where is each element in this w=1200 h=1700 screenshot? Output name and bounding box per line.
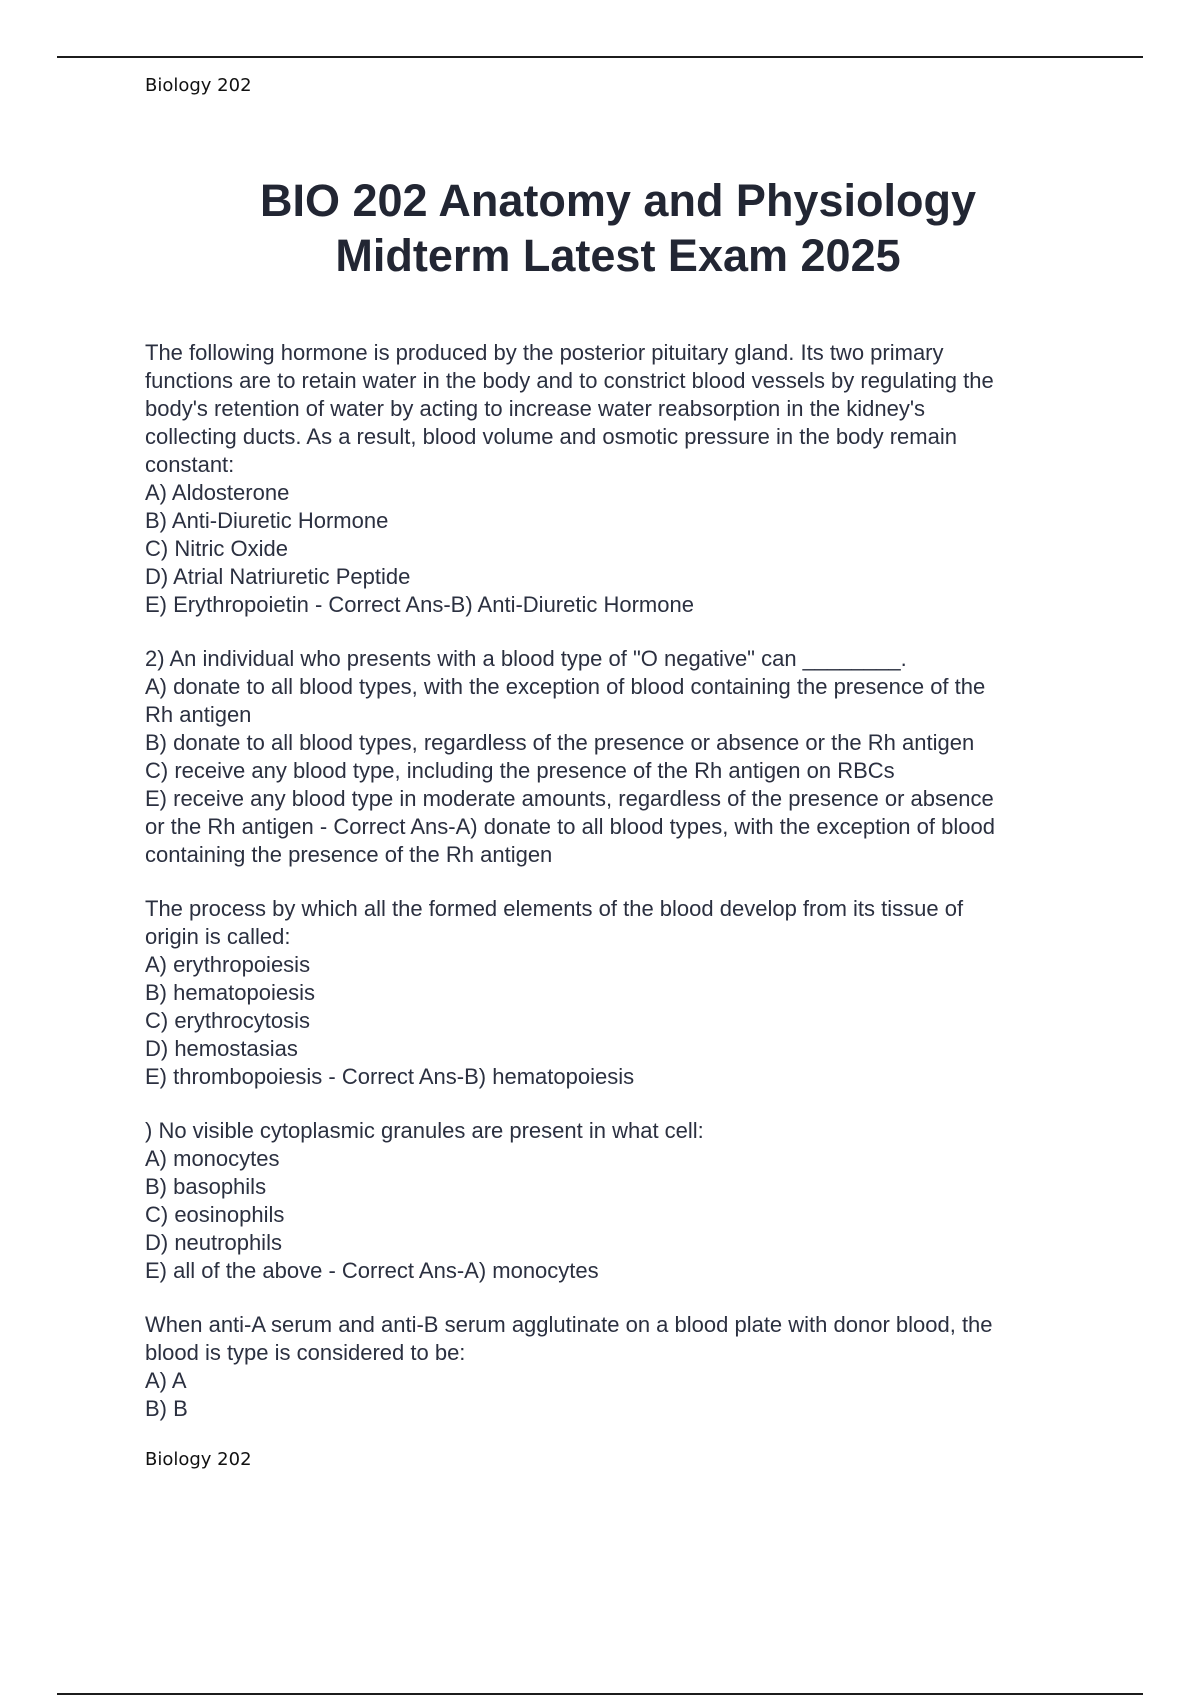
option-line: C) erythrocytosis (145, 1008, 311, 1033)
text-line: origin is called: (145, 924, 291, 949)
option-line: D) Atrial Natriuretic Peptide (145, 564, 411, 589)
title-line: BIO 202 Anatomy and Physiology (259, 175, 976, 226)
text-line: The following hormone is produced by the posterior pituitary gland. Its two primary (145, 340, 944, 365)
answer-line: E) Erythropoietin - Correct Ans-B) Anti-Diuretic Hormone (145, 592, 694, 617)
option-line: B) donate to all blood types, regardless of the presence or absence or the Rh antigen (145, 730, 975, 755)
text-line: functions are to retain water in the body and to constrict blood vessels by regulating the (145, 368, 994, 393)
question-block (145, 895, 1085, 1091)
answer-line: E) all of the above - Correct Ans-A) monocytes (145, 1258, 599, 1283)
text-line: The process by which all the formed elements of the blood develop from its tissue of (145, 896, 964, 921)
question-block (145, 645, 1085, 869)
option-line: A) donate to all blood types, with the exception of blood containing the presence of the (145, 674, 986, 699)
document-title (0, 173, 1200, 283)
option-line: C) eosinophils (145, 1202, 285, 1227)
answer-line: containing the presence of the Rh antigen (145, 842, 553, 867)
option-line: D) neutrophils (145, 1230, 282, 1255)
question-block (145, 339, 1085, 619)
question-block (145, 1311, 1085, 1423)
text-line: blood is type is considered to be: (145, 1340, 466, 1365)
option-line: C) receive any blood type, including the presence of the Rh antigen on RBCs (145, 758, 895, 783)
answer-line: E) thrombopoiesis - Correct Ans-B) hematopoiesis (145, 1064, 635, 1089)
option-line: B) B (145, 1396, 188, 1421)
text-line: ) No visible cytoplasmic granules are present in what cell: (145, 1118, 704, 1143)
option-line: Rh antigen (145, 702, 252, 727)
text-line: collecting ducts. As a result, blood volume and osmotic pressure in the body remain (145, 424, 957, 449)
answer-line: or the Rh antigen - Correct Ans-A) donate to all blood types, with the exception of blood (145, 814, 995, 839)
option-line: C) Nitric Oxide (145, 536, 289, 561)
page-footer: Biology 202 (145, 1449, 252, 1470)
option-line: A) erythropoiesis (145, 952, 311, 977)
top-rule (57, 56, 1143, 58)
question-list (145, 339, 1085, 1449)
option-line: B) Anti-Diuretic Hormone (145, 508, 389, 533)
option-line: A) A (145, 1368, 187, 1393)
text-line: 2) An individual who presents with a blood type of "O negative" can ________. (145, 646, 907, 671)
text-line: constant: (145, 452, 235, 477)
text-line: body's retention of water by acting to increase water reabsorption in the kidney's (145, 396, 926, 421)
option-line: D) hemostasias (145, 1036, 298, 1061)
option-line: E) receive any blood type in moderate amounts, regardless of the presence or absence (145, 786, 994, 811)
option-line: A) monocytes (145, 1146, 280, 1171)
option-line: B) basophils (145, 1174, 267, 1199)
option-line: A) Aldosterone (145, 480, 290, 505)
text-line: When anti-A serum and anti-B serum agglutinate on a blood plate with donor blood, the (145, 1312, 993, 1337)
option-line: B) hematopoiesis (145, 980, 315, 1005)
page-header: Biology 202 (145, 75, 252, 96)
question-block (145, 1117, 1085, 1285)
bottom-rule (57, 1693, 1143, 1695)
title-line: Midterm Latest Exam 2025 (335, 230, 901, 281)
